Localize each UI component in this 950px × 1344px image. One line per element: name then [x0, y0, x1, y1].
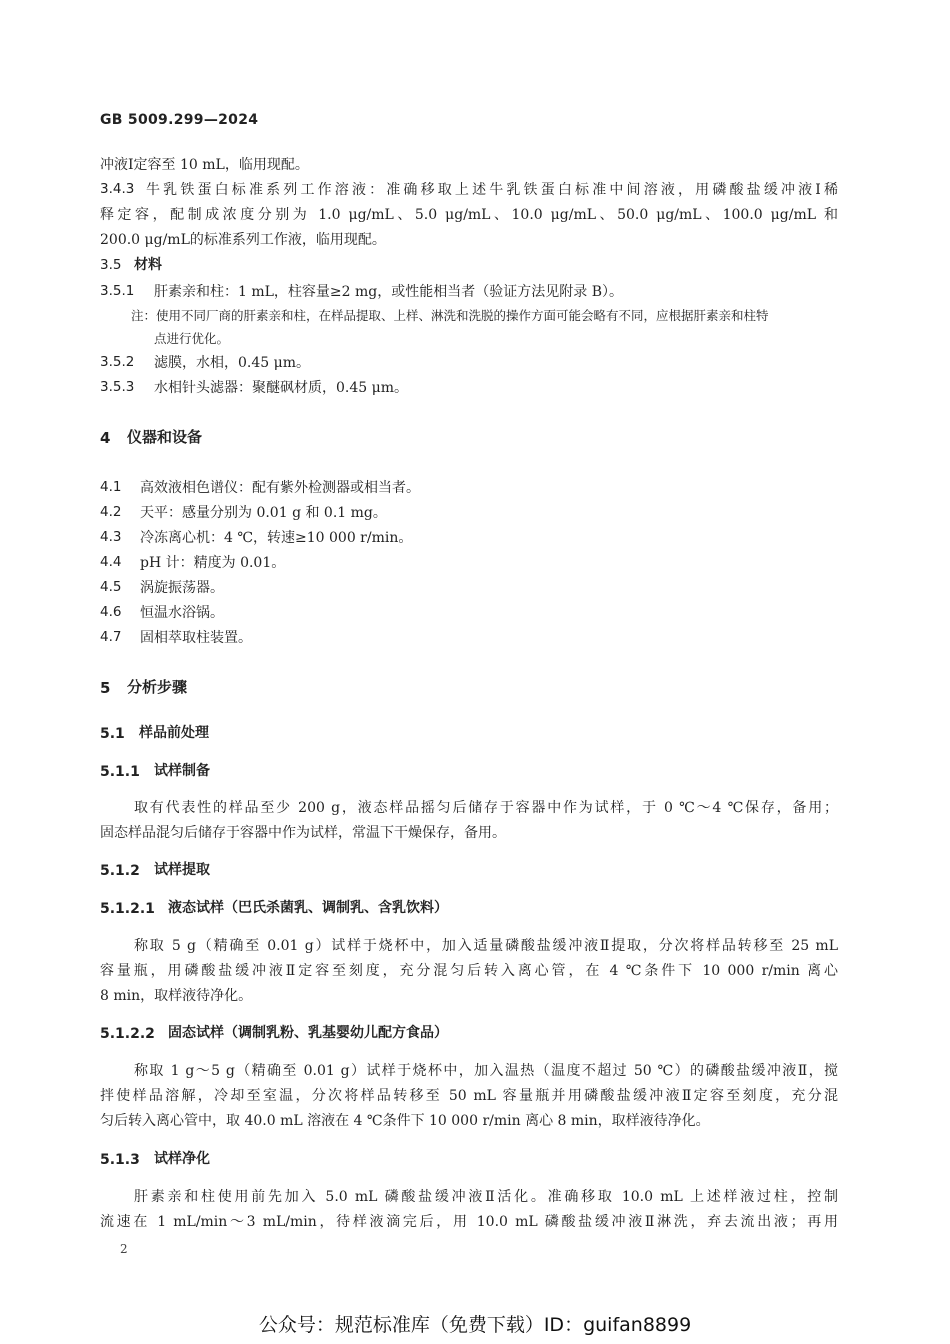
clause-number: 5.1: [100, 726, 125, 742]
chapter-number: 5: [100, 679, 111, 697]
note-line: 注：使用不同厂商的肝素亲和柱，在样品提取、上样、淋洗和洗脱的操作方面可能会略有不同，应根据肝素亲和柱特: [131, 308, 769, 323]
clause-number: 4.1: [100, 479, 122, 495]
clause-number: 5.1.3: [100, 1152, 140, 1168]
document-code: GB 5009.299—2024: [100, 112, 259, 128]
chapter-number: 4: [100, 429, 111, 447]
paragraph-line: 称取 5 g（精确至 0.01 g）试样于烧杯中，加入适量磷酸盐缓冲液Ⅱ提取，分次将样品转移至 25 mL: [134, 938, 838, 954]
clause-number: 4.3: [100, 529, 122, 545]
section-heading: 样品前处理: [139, 725, 209, 741]
footer-watermark-text: 公众号：规范标准库（免费下载）ID：guifan8899: [258, 1314, 692, 1336]
list-item: 恒温水浴锅。: [140, 605, 224, 621]
clause-number: 3.5.1: [100, 283, 135, 299]
paragraph-line: 200.0 μg/mL的标准系列工作液，临用现配。: [100, 232, 386, 248]
clause-number: 3.5.3: [100, 379, 135, 395]
clause-number: 4.2: [100, 504, 122, 520]
clause-number: 4.5: [100, 579, 122, 595]
clause-number: 3.5.2: [100, 354, 135, 370]
chapter-heading: 分析步骤: [127, 678, 188, 696]
paragraph-line: 肝素亲和柱：1 mL，柱容量≥2 mg，或性能相当者（验证方法见附录 B）。: [154, 284, 623, 300]
clause-number: 4.4: [100, 554, 122, 570]
paragraph-line: 水相针头滤器：聚醚砜材质，0.45 μm。: [154, 380, 408, 396]
chapter-heading: 仪器和设备: [127, 428, 203, 446]
section-heading: 试样制备: [154, 763, 210, 779]
list-item: 高效液相色谱仪：配有紫外检测器或相当者。: [140, 480, 420, 496]
clause-number: 5.1.2.1: [100, 901, 155, 917]
clause-number: 5.1.1: [100, 764, 140, 780]
section-heading: 液态试样（巴氏杀菌乳、调制乳、含乳饮料）: [168, 900, 448, 916]
paragraph-line: 牛乳铁蛋白标准系列工作溶液：准确移取上述牛乳铁蛋白标准中间溶液，用磷酸盐缓冲液Ⅰ稀: [146, 182, 838, 198]
paragraph-line: 释定容，配制成浓度分别为 1.0 μg/mL、5.0 μg/mL、10.0 μg/mL、50.0 μg/mL、100.0 μg/mL 和: [100, 207, 838, 223]
paragraph-line: 流速在 1 mL/min～3 mL/min，待样液滴完后，用 10.0 mL 磷酸盐缓冲液Ⅱ淋洗，弃去流出液；再用: [100, 1214, 838, 1230]
paragraph-line: 固态样品混匀后储存于容器中作为试样，常温下干燥保存，备用。: [100, 825, 506, 841]
clause-number: 4.6: [100, 604, 122, 620]
paragraph-line: 称取 1 g～5 g（精确至 0.01 g）试样于烧杯中，加入温热（温度不超过 50 ℃）的磷酸盐缓冲液Ⅱ，搅: [134, 1063, 838, 1079]
clause-number: 4.7: [100, 629, 122, 645]
paragraph-line: 8 min，取样液待净化。: [100, 988, 253, 1004]
section-heading: 固态试样（调制乳粉、乳基婴幼儿配方食品）: [168, 1025, 448, 1041]
list-item: 冷冻离心机：4 ℃，转速≥10 000 r/min。: [140, 530, 413, 546]
list-item: 固相萃取柱装置。: [140, 630, 252, 646]
paragraph-line: 肝素亲和柱使用前先加入 5.0 mL 磷酸盐缓冲液Ⅱ活化。准确移取 10.0 mL 上述样液过柱，控制: [134, 1189, 838, 1205]
section-heading: 材料: [134, 257, 162, 273]
clause-number: 3.4.3: [100, 181, 135, 197]
section-heading: 试样净化: [154, 1151, 210, 1167]
section-heading: 试样提取: [154, 862, 210, 878]
paragraph-line: 匀后转入离心管中，取 40.0 mL 溶液在 4 ℃条件下 10 000 r/min 离心 8 min，取样液待净化。: [100, 1113, 710, 1129]
list-item: pH 计：精度为 0.01。: [140, 555, 286, 571]
clause-number: 5.1.2: [100, 863, 140, 879]
paragraph-line: 容量瓶，用磷酸盐缓冲液Ⅱ定容至刻度，充分混匀后转入离心管，在 4 ℃条件下 10 000 r/min 离心: [100, 963, 838, 979]
page-number: 2: [120, 1242, 128, 1256]
paragraph-line: 冲液Ⅰ定容至 10 mL，临用现配。: [100, 157, 309, 173]
clause-number: 3.5: [100, 257, 122, 273]
list-item: 涡旋振荡器。: [140, 580, 224, 596]
clause-number: 5.1.2.2: [100, 1026, 155, 1042]
paragraph-line: 取有代表性的样品至少 200 g，液态样品摇匀后储存于容器中作为试样，于 0 ℃～4 ℃保存，备用；: [134, 800, 838, 816]
paragraph-line: 滤膜，水相，0.45 μm。: [154, 355, 310, 371]
paragraph-line: 拌使样品溶解，冷却至室温，分次将样品转移至 50 mL 容量瓶并用磷酸盐缓冲液Ⅱ定容至刻度，充分混: [100, 1088, 838, 1104]
list-item: 天平：感量分别为 0.01 g 和 0.1 mg。: [140, 505, 387, 521]
note-line: 点进行优化。: [154, 331, 230, 346]
